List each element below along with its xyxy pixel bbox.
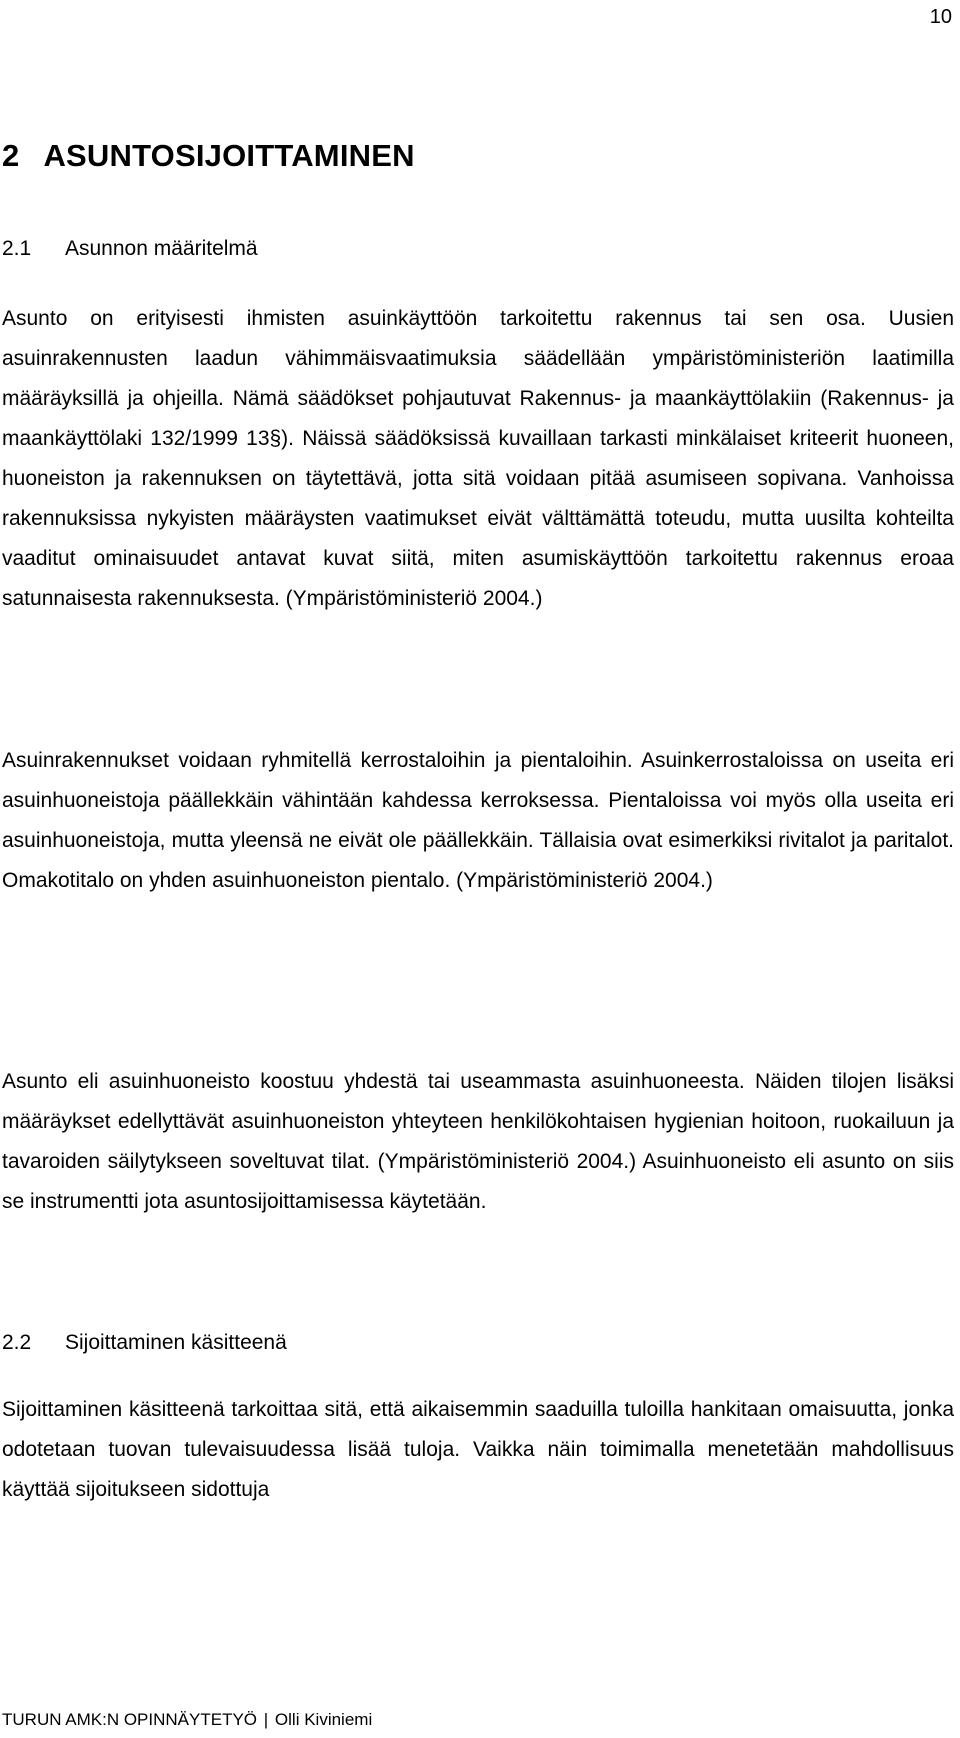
- paragraph: Asunto on erityisesti ihmisten asuinkäyttöön tarkoitettu rakennus tai sen osa. Uusien asuinrakennusten laadun vähimmäisvaatimuksia säädellään ympäristöministeriön laatimilla määräyksillä ja ohjeilla. Nämä säädökset pohjautuvat Rakennus- ja maankäyttölakiin (Rakennus- ja maankäyttölaki 132/1999 13§). Näissä säädöksissä kuvaillaan tarkasti minkälaiset kriteerit huoneen, huoneiston ja rakennuksen on täytettävä, jotta sitä voidaan pitää asumiseen sopivana. Vanhoissa rakennuksissa nykyisten määräysten vaatimukset eivät välttämättä toteudu, mutta uusilta kohteilta vaaditut ominaisuudet antavat kuvat siitä, miten asumiskäyttöön tarkoitettu rakennus eroaa satunnaisesta rakennuksesta. (Ympäristöministeriö 2004.): [2, 307, 954, 610]
- footer-separator: |: [263, 1710, 269, 1729]
- section-title: Asunnon määritelmä: [65, 237, 258, 260]
- section-heading-2-2: [2, 1331, 287, 1355]
- footer-author: Olli Kiviniemi: [274, 1710, 373, 1729]
- section-number: 2.1: [2, 237, 32, 260]
- chapter-number: 2: [2, 138, 20, 173]
- chapter-title: ASUNTOSIJOITTAMINEN: [43, 138, 415, 173]
- section-number: 2.2: [2, 1331, 32, 1354]
- paragraph: Asuinrakennukset voidaan ryhmitellä kerrostaloihin ja pientaloihin. Asuinkerrostaloissa on useita eri asuinhuoneistoja päällekkäin vähintään kahdessa kerroksessa. Pientaloissa voi myös olla useita eri asuinhuoneistoja, mutta yleensä ne eivät ole päällekkäin. Tällaisia ovat esimerkiksi rivitalot ja paritalot. Omakotitalo on yhden asuinhuoneiston pientalo. (Ympäristöministeriö 2004.): [2, 749, 954, 892]
- paragraph: Sijoittaminen käsitteenä tarkoittaa sitä, että aikaisemmin saaduilla tuloilla hankitaan omaisuutta, jonka odotetaan tuovan tulevaisuudessa lisää tuloja. Vaikka näin toimimalla menetetään mahdollisuus käyttää sijoitukseen sidottuja: [2, 1398, 954, 1501]
- section-heading-2-1: [2, 237, 258, 261]
- page-number: 10: [929, 6, 952, 28]
- page-footer: [2, 1710, 372, 1730]
- chapter-heading: [2, 138, 415, 174]
- section-title: Sijoittaminen käsitteenä: [65, 1331, 287, 1354]
- paragraph: Asunto eli asuinhuoneisto koostuu yhdestä tai useammasta asuinhuoneesta. Näiden tilojen lisäksi määräykset edellyttävät asuinhuoneiston yhteyteen henkilökohtaisen hygienian hoitoon, ruokailuun ja tavaroiden säilytykseen soveltuvat tilat. (Ympäristöministeriö 2004.) Asuinhuoneisto eli asunto on siis se instrumentti jota asuntosijoittamisessa käytetään.: [2, 1070, 954, 1213]
- footer-institution: TURUN AMK:N OPINNÄYTETYÖ: [2, 1710, 258, 1729]
